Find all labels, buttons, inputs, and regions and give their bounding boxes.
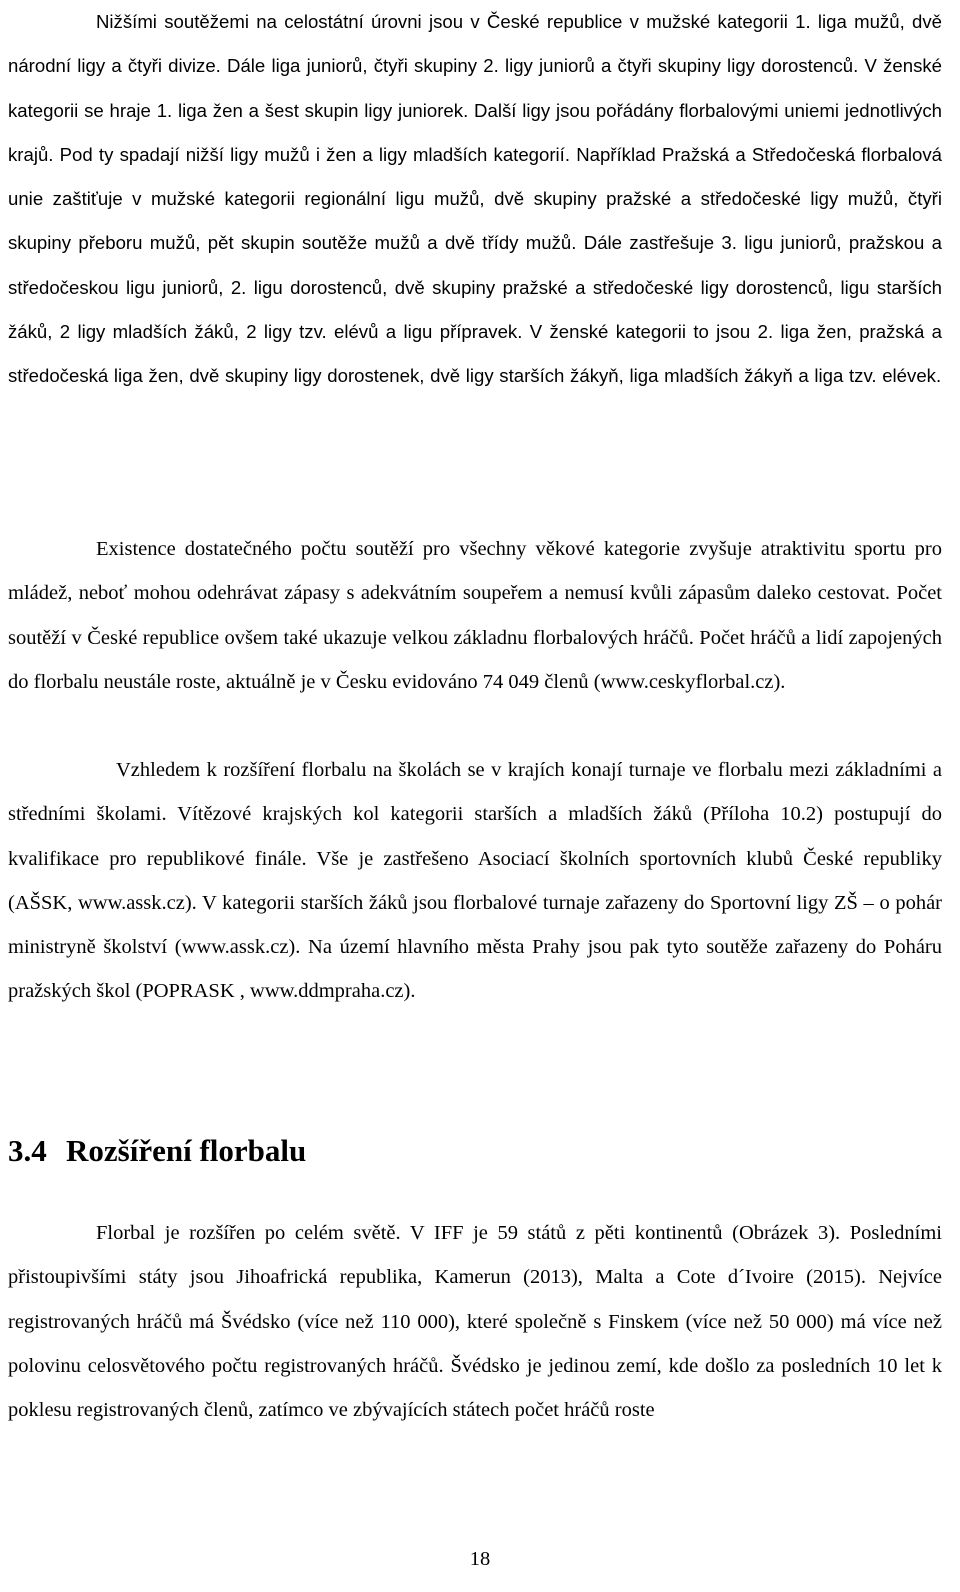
section-number: 3.4 — [8, 1133, 47, 1168]
section-heading — [8, 1126, 306, 1176]
section-title: Rozšíření florbalu — [66, 1133, 307, 1168]
page-number: 18 — [469, 1548, 491, 1570]
paragraph-competitions: Nižšími soutěžemi na celostátní úrovni jsou v České republice v mužské kategorii 1. liga mužů, dvě národní ligy a čtyři divize. Dále liga juniorů, čtyři skupiny 2. ligy juniorů a čtyři skupiny ligy dorostenců. V ženské kategorii se hraje 1. liga žen a šest skupin ligy juniorek. Další ligy jsou pořádány florbalovými uniemi jednotlivých krajů. Pod ty spadají nižší ligy mužů i žen a ligy mladších kategorií. Například Pražská a Středočeská florbalová unie zaštiťuje v mužské kategorii regionální ligu mužů, dvě skupiny pražské a středočeské ligy mužů, čtyři skupiny přeboru mužů, pět skupin soutěže mužů a dvě třídy mužů. Dále zastřešuje 3. ligu juniorů, pražskou a středočeskou ligu juniorů, 2. ligu dorostenců, dvě skupiny pražské a středočeské ligy dorostenců, ligu starších žáků, 2 ligy mladších žáků, 2 ligy tzv. elévů a ligu přípravek. V ženské kategorii to jsou 2. liga žen, pražská a středočeská liga žen, dvě skupiny ligy dorostenek, dvě ligy starších žákyň, liga mladších žákyň a liga tzv. elévek. — [8, 11, 942, 387]
paragraph-competition-count: Existence dostatečného počtu soutěží pro všechny věkové kategorie zvyšuje atraktivitu sportu pro mládež, neboť mohou odehrávat zápasy s adekvátním soupeřem a nemusí kvůli zápasům daleko cestovat. Počet soutěží v České republice ovšem také ukazuje velkou základnu florbalových hráčů. Počet hráčů a lidí zapojených do florbalu neustále roste, aktuálně je v Česku evidováno 74 049 členů (www.ceskyflorbal.cz). — [8, 538, 942, 693]
paragraph-school-tournaments: Vzhledem k rozšíření florbalu na školách se v krajích konají turnaje ve florbalu mezi základními a středními školami. Vítězové krajských kol kategorii starších a mladších žáků (Příloha 10.2) postupují do kvalifikace pro republikové finále. Vše je zastřešeno Asociací školních sportovních klubů České republiky (AŠSK, www.assk.cz). V kategorii starších žáků jsou florbalové turnaje zařazeny do Sportovní ligy ZŠ – o pohár ministryně školství (www.assk.cz). Na území hlavního města Prahy jsou pak tyto soutěže zařazeny do Poháru pražských škol (POPRASK , www.ddmpraha.cz). — [8, 759, 942, 1003]
paragraph-worldwide-spread: Florbal je rozšířen po celém světě. V IFF je 59 států z pěti kontinentů (Obrázek 3). Posledními přistoupivšími státy jsou Jihoafrická republika, Kamerun (2013), Malta a Cote d´Ivoire (2015). Nejvíce registrovaných hráčů má Švédsko (více než 110 000), které společně s Finskem (více než 50 000) má více než polovinu celosvětového počtu registrovaných hráčů. Švédsko je jedinou zemí, kde došlo za posledních 10 let k poklesu registrovaných členů, zatímco ve zbývajících státech počet hráčů roste — [8, 1222, 942, 1422]
